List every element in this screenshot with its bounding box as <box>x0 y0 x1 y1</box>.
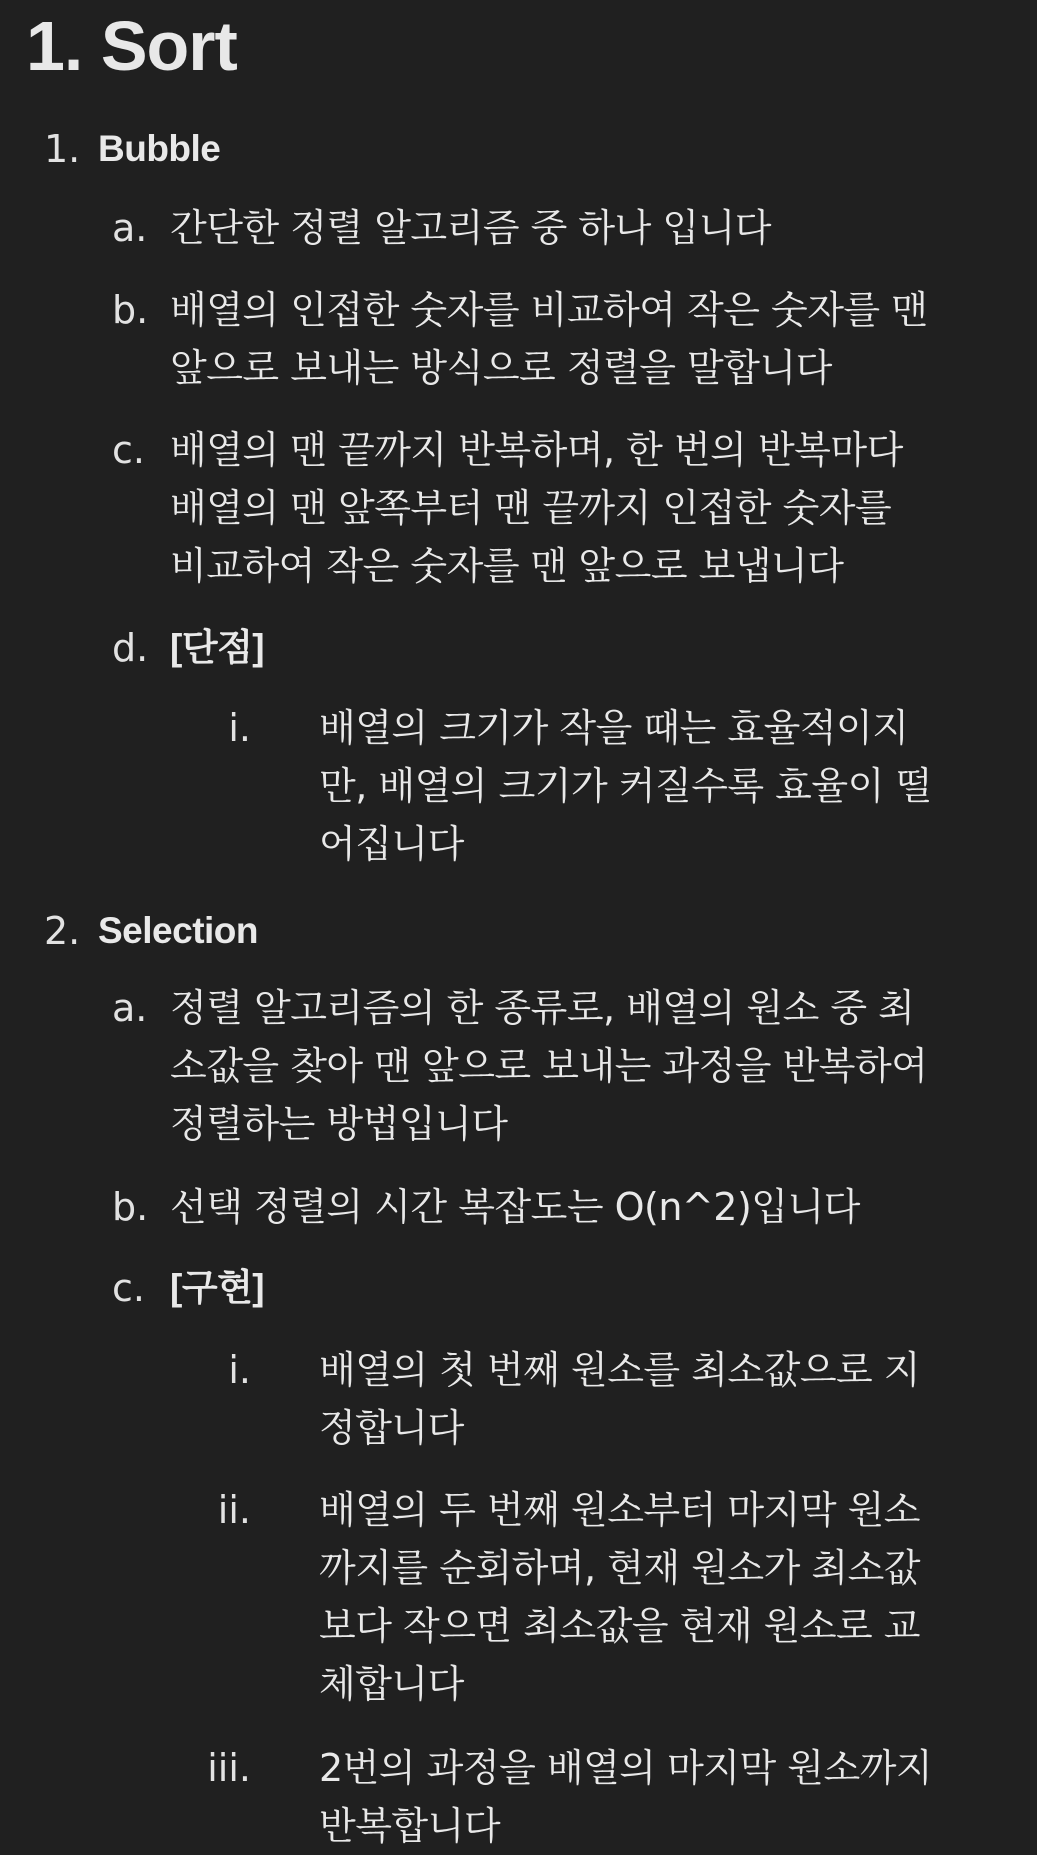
list-marker: 2. <box>44 909 81 953</box>
list-item-text: 배열의 첫 번째 원소를 최소값으로 지 정합니다 <box>319 1348 921 1450</box>
list-marker: i. <box>228 1348 251 1392</box>
section-heading-selection: Selection <box>98 910 258 951</box>
subsection-heading: [구현] <box>170 1267 265 1308</box>
section-heading-bubble: Bubble <box>98 128 221 169</box>
page-title: 1. Sort <box>26 7 237 85</box>
list-marker: i. <box>228 706 251 750</box>
list-marker: d. <box>112 626 149 670</box>
list-marker: b. <box>112 288 149 332</box>
list-marker: c. <box>112 428 145 472</box>
list-item-text: 2번의 과정을 배열의 마지막 원소까지 반복합니다 <box>319 1746 933 1848</box>
subsection-heading: [단점] <box>170 627 265 668</box>
list-item-text: 배열의 인접한 숫자를 비교하여 작은 숫자를 맨 앞으로 보내는 방식으로 정렬을 말합니다 <box>170 288 928 390</box>
list-item-text: 간단한 정렬 알고리즘 중 하나 입니다 <box>170 206 772 250</box>
list-marker: c. <box>112 1266 145 1310</box>
list-item-text: 선택 정렬의 시간 복잡도는 O(n^2)입니다 <box>170 1185 860 1229</box>
list-marker: 1. <box>44 127 81 171</box>
list-marker: a. <box>112 206 148 250</box>
list-marker: ii. <box>217 1488 251 1532</box>
list-marker: iii. <box>207 1746 251 1790</box>
list-marker: a. <box>112 986 148 1030</box>
list-marker: b. <box>112 1185 149 1229</box>
list-item-text: 배열의 두 번째 원소부터 마지막 원소 까지를 순회하며, 현재 원소가 최소값 보다 작으면 최소값을 현재 원소로 교 체합니다 <box>319 1488 921 1706</box>
list-item-text: 배열의 맨 끝까지 반복하며, 한 번의 반복마다 배열의 맨 앞쪽부터 맨 끝까지 인접한 숫자를 비교하여 작은 숫자를 맨 앞으로 보냅니다 <box>170 428 903 588</box>
list-item-text: 정렬 알고리즘의 한 종류로, 배열의 원소 중 최 소값을 찾아 맨 앞으로 보내는 과정을 반복하여 정렬하는 방법입니다 <box>170 986 928 1146</box>
list-item-text: 배열의 크기가 작을 때는 효율적이지 만, 배열의 크기가 커질수록 효율이 떨 어집니다 <box>319 706 932 866</box>
